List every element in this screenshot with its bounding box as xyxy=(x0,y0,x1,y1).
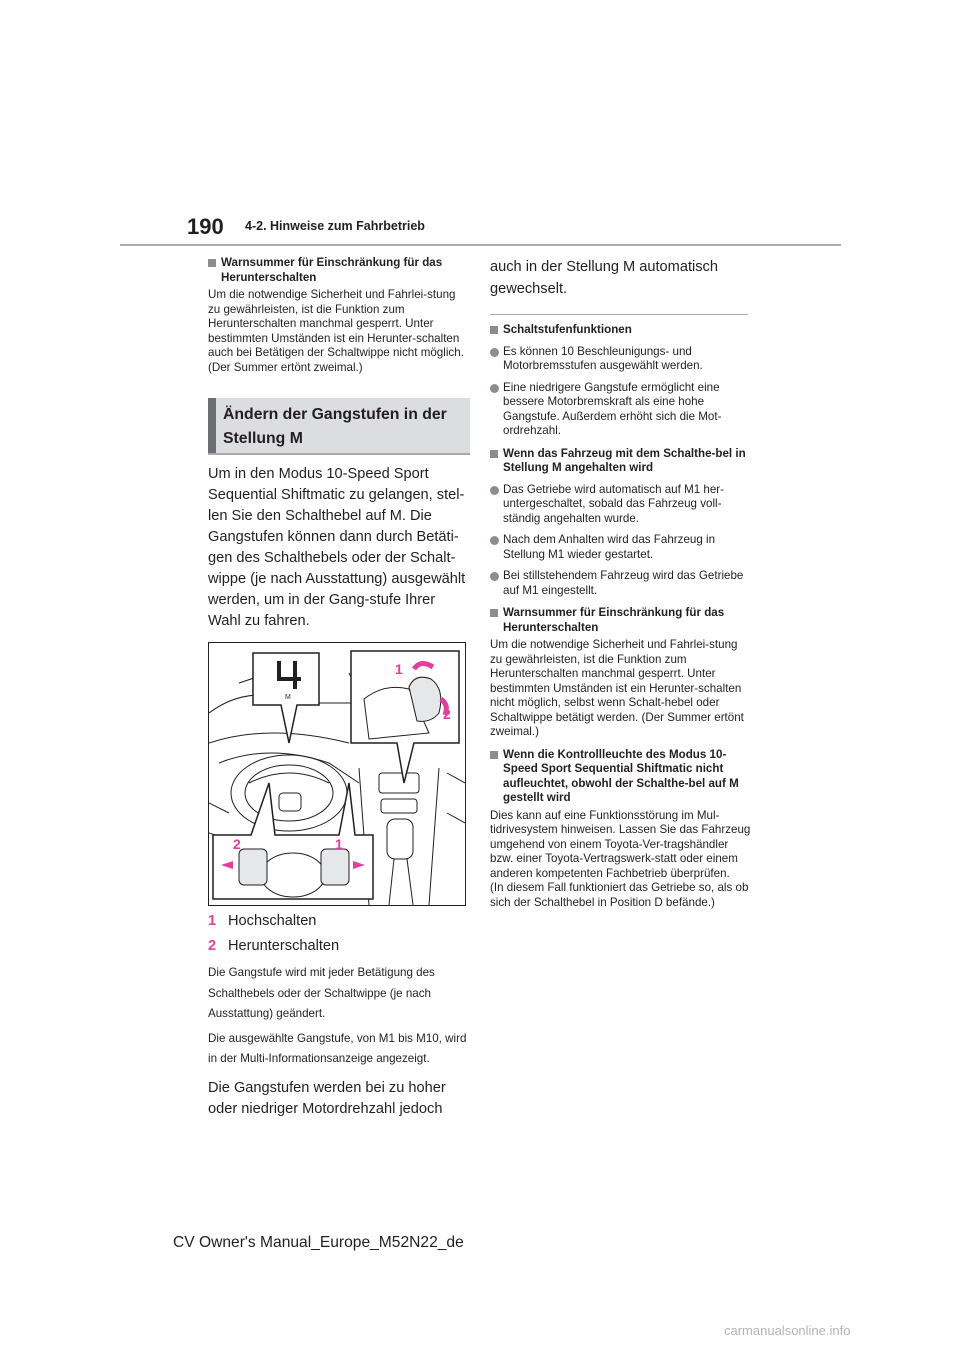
functions-bullet-1: Es können 10 Beschleunigungs- und Motorbremsstufen ausgewählt werden. xyxy=(490,345,752,374)
section-heading-text: Ändern der Gangstufen in der Stellung M xyxy=(223,406,447,447)
label-down-paddle: 2 xyxy=(233,836,241,852)
legend-number: 1 xyxy=(208,913,217,929)
continuation-paragraph: auch in der Stellung M automatisch gewechselt. xyxy=(490,259,718,297)
lamp-text: Dies kann auf eine Funktionsstörung im Mul-tidrivesystem hinweisen. Lassen Sie das Fahrzeug umgehend von einem Toyota-Ver-tragshändler bzw. einer Toyota-Vertragswerk-statt oder einem anderen kompetenten Fachbetrieb überprüfen. xyxy=(490,808,751,880)
shift-lever-callout xyxy=(351,651,459,783)
lamp-heading: Wenn die Kontrollleuchte des Modus 10-Speed Sport Sequential Shiftmatic nicht aufleuchtet, obwohl der Schalthe-bel auf M gestellt wird xyxy=(490,748,752,806)
functions-bullet-2: Eine niedrigere Gangstufe ermöglicht eine bessere Motorbremskraft als eine hohe Gangstufe. Außerdem erhöht sich die Mot-ordrehzahl. xyxy=(490,381,752,439)
stopped-bullet-2: Nach dem Anhalten wird das Fahrzeug in Stellung M1 wieder gestartet. xyxy=(490,533,752,562)
note-gear-display: Die ausgewählte Gangstufe, von M1 bis M10, wird in der Multi-Informationsanzeige angezeigt. xyxy=(208,1031,467,1065)
legend-number: 2 xyxy=(208,938,217,954)
paddle-callout xyxy=(213,783,373,899)
footer-watermark: carmanualsonline.info xyxy=(724,1323,851,1338)
gear-display-callout xyxy=(253,653,319,743)
section-heading xyxy=(208,398,470,455)
legend-text: Herunterschalten xyxy=(228,938,340,954)
label-down-lever: 2 xyxy=(443,706,451,722)
shift-illustration-svg xyxy=(209,643,465,905)
functions-heading: Schaltstufenfunktionen xyxy=(490,323,752,338)
stopped-bullet-1: Das Getriebe wird automatisch auf M1 her-untergeschaltet, sobald das Fahrzeug voll-ständig angehalten wurde. xyxy=(490,483,752,527)
label-up-lever: 1 xyxy=(395,661,403,677)
display-mode-letter: M xyxy=(285,694,291,701)
footer-document-id: CV Owner's Manual_Europe_M52N22_de xyxy=(173,1234,464,1251)
intro-paragraph: Um in den Modus 10-Speed Sport Sequential Shiftmatic zu gelangen, stel-len Sie den Schalthebel auf M. Die Gangstufen können dann durch Betäti-gen des Schalthebels oder der Schalt-wippe (je nach Ausstattung) ausgewählt werden, um in der Gang-stufe Ihrer Wahl zu fahren. xyxy=(208,466,466,629)
warn-heading-right: Warnsummer für Einschränkung für das Herunterschalten xyxy=(490,606,752,635)
left-column xyxy=(208,256,470,1120)
stopped-bullet-3: Bei stillstehendem Fahrzeug wird das Getriebe auf M1 eingestellt. xyxy=(490,569,752,598)
shift-illustration xyxy=(208,642,466,906)
warn-text-right: Um die notwendige Sicherheit und Fahrlei-stung zu gewährleisten, ist die Funktion zum Herunterschalten manchmal gesperrt. Unter bestimmten Umständen ist ein Herunter-schalten nicht möglich, selbst wenn Schalt-hebel oder Schaltwippe betätigt werden. (Der Summer ertönt zweimal.) xyxy=(490,638,744,738)
lamp-text-note: (In diesem Fall funktioniert das Getriebe so, als ob sich der Schalthebel in Position D befände.) xyxy=(490,881,749,909)
right-column xyxy=(490,256,752,910)
header-divider xyxy=(120,244,841,246)
right-divider xyxy=(490,314,748,315)
section-reference: 4-2. Hinweise zum Fahrbetrieb xyxy=(245,219,425,233)
label-up-paddle: 1 xyxy=(335,836,343,852)
legend-text: Hochschalten xyxy=(228,913,317,929)
page-number: 190 xyxy=(187,214,224,239)
legend-list xyxy=(208,910,470,957)
note-gear-change: Die Gangstufe wird mit jeder Betätigung des Schalthebels oder der Schaltwippe (je nach Ausstattung) geändert. xyxy=(208,966,435,1020)
legend-item-upshift xyxy=(208,910,470,932)
legend-item-downshift xyxy=(208,935,470,957)
warn-heading-left: Warnsummer für Einschränkung für das Herunterschalten xyxy=(208,256,470,285)
tail-paragraph: Die Gangstufen werden bei zu hoher oder niedriger Motordrehzahl jedoch xyxy=(208,1079,446,1117)
warn-text-left: Um die notwendige Sicherheit und Fahrlei-stung zu gewährleisten, ist die Funktion zum Herunterschalten manchmal gesperrt. Unter bestimmten Umständen ist ein Herunter-schalten auch bei Betätigen der Schaltwippe nicht möglich. (Der Summer ertönt zweimal.) xyxy=(208,288,464,374)
stopped-heading: Wenn das Fahrzeug mit dem Schalthe-bel in Stellung M angehalten wird xyxy=(490,447,752,476)
